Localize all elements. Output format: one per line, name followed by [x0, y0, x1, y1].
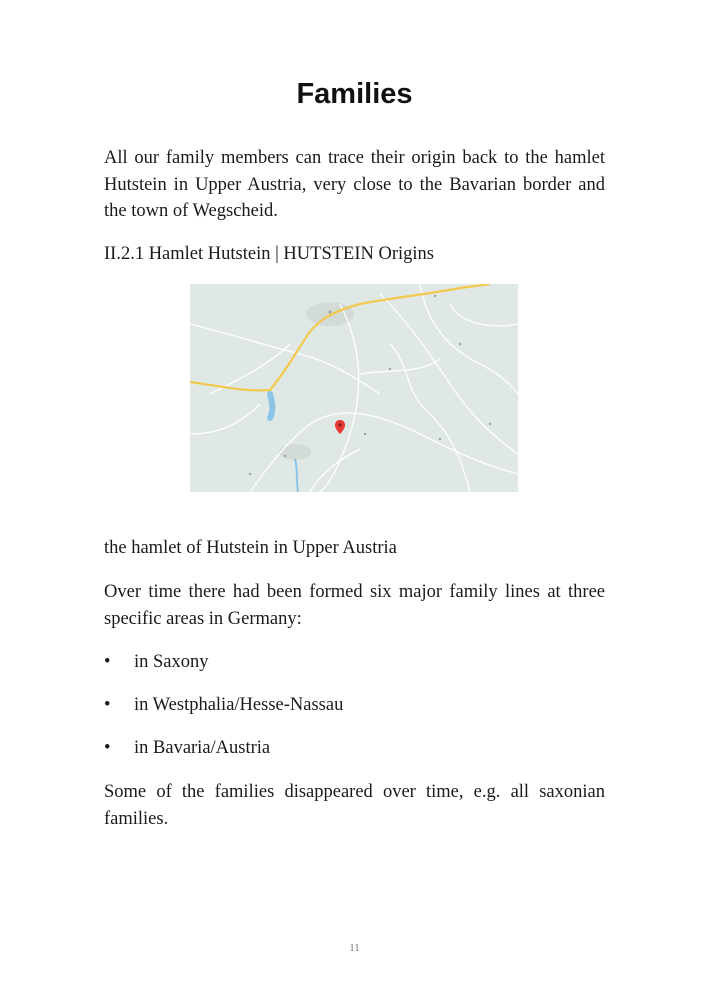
map-caption: the hamlet of Hutstein in Upper Austria — [104, 538, 397, 558]
list-item-text: in Bavaria/Austria — [134, 738, 271, 758]
map-town-area — [279, 444, 311, 460]
bullet-marker: • — [104, 738, 111, 758]
location-map — [190, 284, 518, 492]
map-lake — [270, 394, 272, 418]
page-title: Families — [296, 78, 413, 110]
family-lines-paragraph: Over time there had been formed six major family lines at three specific areas in Germany: — [104, 582, 605, 629]
list-item-text: in Saxony — [134, 652, 209, 672]
list-item — [104, 692, 343, 718]
map-land — [190, 284, 518, 492]
intro-paragraph: All our family members can trace their origin back to the hamlet Hutstein in Upper Austria, very close to the Bavarian border and the town of Wegscheid. — [104, 148, 605, 221]
list-item-text: in Westphalia/Hesse-Nassau — [134, 695, 344, 715]
closing-paragraph: Some of the families disappeared over time, e.g. all saxonian families. — [104, 782, 605, 829]
section-heading: II.2.1 Hamlet Hutstein | HUTSTEIN Origins — [104, 244, 434, 264]
list-item — [104, 649, 209, 675]
page-number: 11 — [349, 942, 360, 954]
map-graphic — [190, 284, 518, 492]
list-item — [104, 735, 270, 761]
bullet-marker: • — [104, 652, 111, 672]
bullet-marker: • — [104, 695, 111, 715]
